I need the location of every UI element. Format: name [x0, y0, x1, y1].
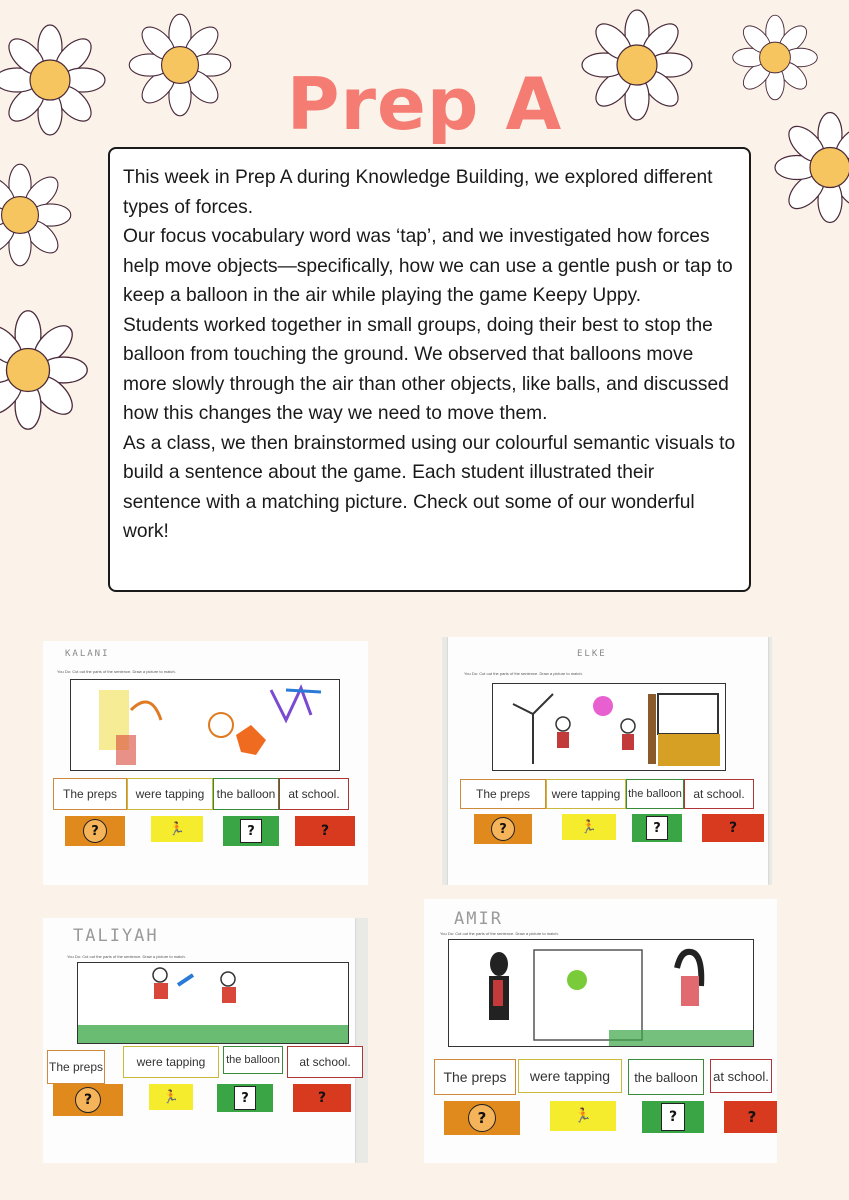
worksheet-photo	[442, 637, 772, 885]
worksheet-instruction: You Do: Cut out the parts of the sentence. Draw a picture to match.	[464, 671, 583, 676]
sentence-card: at school.	[287, 1046, 363, 1078]
child-drawing	[493, 684, 725, 770]
paragraph: This week in Prep A during Knowledge Building, we explored different types of forces.	[123, 167, 713, 218]
sentence-card: The preps	[460, 779, 546, 809]
sentence-cards	[434, 1059, 772, 1095]
where-question-icon: ?	[295, 816, 355, 846]
doing-action-icon: 🏃	[151, 816, 203, 842]
drawing-frame	[70, 679, 340, 771]
doing-action-icon: 🏃	[149, 1084, 193, 1110]
semantic-icons	[53, 1084, 351, 1116]
child-drawing	[71, 680, 339, 770]
sentence-card: the balloon	[626, 779, 684, 809]
semantic-icons	[65, 816, 355, 846]
worksheet-photo	[43, 918, 368, 1163]
what-question-icon: ?	[642, 1101, 704, 1133]
sentence-card: were tapping	[123, 1046, 219, 1078]
child-drawing	[78, 963, 348, 1043]
sentence-card: The preps	[434, 1059, 516, 1095]
semantic-icons	[444, 1101, 777, 1135]
page-title: Prep A	[286, 62, 563, 146]
semantic-icons	[474, 814, 764, 844]
paragraph: Our focus vocabulary word was ‘tap’, and we investigated how forces help move objects—specifically, how we can use a gentle push or tap to keep a balloon in the air while playing the game Keepy Uppy.	[123, 226, 733, 306]
student-name: KALANI	[65, 649, 110, 659]
sentence-card: were tapping	[127, 778, 213, 810]
daisy-flower-icon	[0, 295, 98, 445]
sentence-card: the balloon	[628, 1059, 704, 1095]
sentence-card: at school.	[279, 778, 349, 810]
sentence-card: were tapping	[546, 779, 626, 809]
sentence-card: at school.	[710, 1059, 772, 1093]
worksheet-instruction: You Do: Cut out the parts of the sentence. Draw a picture to match.	[440, 931, 559, 936]
student-name: AMIR	[454, 909, 503, 929]
what-question-icon: ?	[632, 814, 682, 842]
sentence-card: The preps	[47, 1050, 105, 1084]
paragraph: As a class, we then brainstormed using our colourful semantic visuals to build a sentence about the game. Each student illustrated their sentence with a matching picture. Check out some of our wonderful work!	[123, 432, 736, 542]
doing-action-icon: 🏃	[562, 814, 616, 840]
paragraph: Students worked together in small groups, doing their best to stop the balloon from touching the ground. We observed that balloons move more slowly through the air than other objects, like balls, and discussed how this changes the way we need to move them.	[123, 314, 729, 424]
sentence-card: at school.	[684, 779, 754, 809]
who-question-icon: ?	[444, 1101, 520, 1135]
drawing-frame	[448, 939, 754, 1047]
drawing-frame	[77, 962, 349, 1044]
where-question-icon: ?	[702, 814, 764, 842]
student-name: ELKE	[577, 649, 607, 659]
worksheet-instruction: You Do: Cut out the parts of the sentence. Draw a picture to match.	[67, 954, 186, 959]
sentence-card: were tapping	[518, 1059, 622, 1093]
doing-action-icon: 🏃	[550, 1101, 616, 1131]
sentence-cards	[460, 779, 754, 809]
student-name: TALIYAH	[73, 926, 159, 946]
worksheet-photo	[43, 641, 368, 885]
what-question-icon: ?	[223, 816, 279, 846]
drawing-frame	[492, 683, 726, 771]
daisy-flower-icon	[0, 150, 80, 280]
what-question-icon: ?	[217, 1084, 273, 1112]
who-question-icon: ?	[53, 1084, 123, 1116]
who-question-icon: ?	[474, 814, 532, 844]
worksheet-instruction: You Do: Cut out the parts of the sentence. Draw a picture to match.	[57, 669, 176, 674]
sentence-cards	[53, 778, 349, 810]
sentence-card: The preps	[53, 778, 127, 810]
child-drawing	[449, 940, 753, 1046]
worksheet-photo	[424, 899, 777, 1163]
sentence-cards	[47, 1046, 363, 1084]
sentence-card: the balloon	[213, 778, 279, 810]
who-question-icon: ?	[65, 816, 125, 846]
sentence-card: the balloon	[223, 1046, 283, 1074]
where-question-icon: ?	[724, 1101, 777, 1133]
description-box	[108, 147, 751, 592]
where-question-icon: ?	[293, 1084, 351, 1112]
